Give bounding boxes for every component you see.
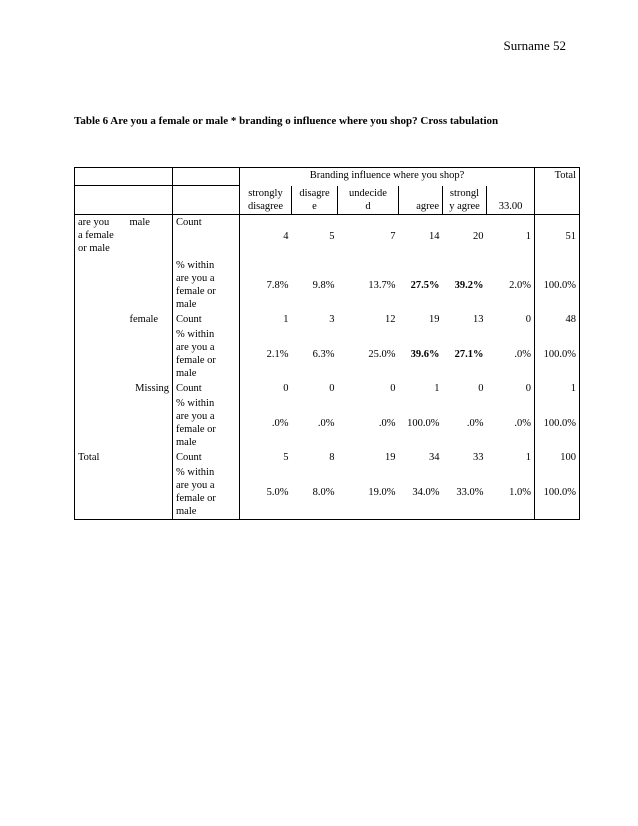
cell: 3 <box>329 314 335 325</box>
stat-label-line: are you a <box>176 411 215 422</box>
cell: .0% <box>514 417 532 429</box>
cell: 14 <box>429 230 440 242</box>
stat-label-line: male <box>176 437 197 448</box>
col-header-line: disagre <box>299 187 330 199</box>
cell: 19 <box>385 452 396 463</box>
cell: 33.0% <box>456 486 484 498</box>
cell: .0% <box>317 417 335 429</box>
cell: 13 <box>473 314 484 325</box>
col-header-33 <box>487 186 535 215</box>
cell: 27.5% <box>410 279 440 291</box>
cell-total <box>535 327 580 381</box>
group-label-missing: Missing <box>135 383 169 394</box>
stat-label-line: are you a <box>176 342 215 353</box>
total-pct-value: 100.0% <box>543 279 577 291</box>
col-header-total-blank <box>535 186 580 215</box>
cell: .0% <box>514 348 532 360</box>
total-pct-value: 100.0% <box>543 348 577 360</box>
col-header-line: d <box>365 200 371 212</box>
col-header-line: y agree <box>449 200 480 212</box>
stat-label-line: % within <box>176 329 215 340</box>
cell: 33 <box>473 452 484 463</box>
cell: 8 <box>329 452 335 463</box>
stat-label-count: Count <box>173 312 240 327</box>
row-variable-label <box>75 214 127 450</box>
col-header-strongly-disagree <box>240 186 292 215</box>
cell-total: 100 <box>535 450 580 465</box>
table-row <box>75 450 580 465</box>
corner-cell-stat-lower <box>173 186 240 215</box>
cell: 20 <box>473 230 484 242</box>
cell: 39.6% <box>410 348 440 360</box>
row-variable-line: are you <box>78 216 110 228</box>
stat-label-line: % within <box>176 398 215 409</box>
cell: .0% <box>466 417 484 429</box>
cell: 19.0% <box>368 486 396 498</box>
stat-label-line: female or <box>176 355 216 366</box>
stat-label-line: female or <box>176 424 216 435</box>
col-header-line: 33.00 <box>498 200 523 212</box>
cell: 0 <box>390 383 396 394</box>
cell: 5 <box>329 230 335 242</box>
stat-label-pct <box>173 396 240 450</box>
cell: 100.0% <box>407 417 440 429</box>
cell: 19 <box>429 314 440 325</box>
cell-total: 51 <box>535 214 580 258</box>
cell-total <box>535 258 580 312</box>
stat-label-count: Count <box>173 450 240 465</box>
cell: 7.8% <box>240 258 292 312</box>
group-header: Branding influence where you shop? <box>240 168 535 186</box>
cell: 2.0% <box>509 279 532 291</box>
stat-label-pct <box>173 465 240 520</box>
cell: 12 <box>385 314 396 325</box>
row-variable-line: a female <box>78 229 114 241</box>
running-head-surname: Surname 52 <box>503 38 566 53</box>
corner-cell <box>75 168 173 186</box>
col-header-line: disagree <box>248 200 283 212</box>
stat-label-line: are you a <box>176 480 215 491</box>
col-header-disagree <box>292 186 338 215</box>
cell: 6.3% <box>312 348 335 360</box>
cell: 4 <box>240 214 292 258</box>
cell: 5 <box>240 450 292 465</box>
col-header-strongly-agree <box>443 186 487 215</box>
stat-label-count: Count <box>173 381 240 396</box>
stat-label-line: are you a <box>176 273 215 284</box>
cell: 9.8% <box>312 279 335 291</box>
stat-label-line: female or <box>176 286 216 297</box>
header-row-2 <box>75 186 580 215</box>
cell: 1 <box>240 312 292 327</box>
stat-label-line: % within <box>176 260 215 271</box>
col-header-line: strongl <box>449 187 480 199</box>
cell-total: 100.0% <box>535 396 580 450</box>
group-label-female: female <box>129 314 159 325</box>
cell: 34 <box>429 452 440 463</box>
cell: 27.1% <box>454 348 484 360</box>
stat-label-line: % within <box>176 467 215 478</box>
cell: 1.0% <box>509 486 532 498</box>
col-header-line: e <box>312 200 317 212</box>
col-header-line: strongly <box>248 187 283 199</box>
cell: 1 <box>525 230 532 242</box>
col-header-line: agree <box>416 200 439 212</box>
cell: 0 <box>525 314 532 325</box>
cell: 34.0% <box>412 486 440 498</box>
table-caption: Table 6 Are you a female or male * branding o influence where you shop? Cross tabulation <box>74 115 499 127</box>
cell-total: 48 <box>535 312 580 327</box>
cell: 2.1% <box>240 327 292 381</box>
col-header-undecided <box>338 186 399 215</box>
total-row-label: Total <box>78 452 100 463</box>
corner-cell-stat <box>173 168 240 186</box>
cell: 1 <box>434 383 440 394</box>
stat-label-count: Count <box>173 214 240 258</box>
stat-label-line: male <box>176 299 197 310</box>
cell: 0 <box>329 383 335 394</box>
cell-total: 100.0% <box>535 465 580 520</box>
cell: 5.0% <box>240 465 292 520</box>
cell: 0 <box>240 381 292 396</box>
cell: 8.0% <box>312 486 335 498</box>
cell: 7 <box>390 230 396 242</box>
corner-cell-lower <box>75 186 173 215</box>
col-header-line: undecide <box>349 187 387 199</box>
table-row <box>75 312 580 327</box>
stat-label-line: male <box>176 506 197 517</box>
row-variable-line: or male <box>78 242 110 254</box>
table-row <box>75 214 580 258</box>
stat-label-pct <box>173 327 240 381</box>
header-row-1 <box>75 168 580 186</box>
cell: 0 <box>478 383 484 394</box>
cell-total: 1 <box>535 381 580 396</box>
table-row <box>75 381 580 396</box>
cell: .0% <box>378 417 396 429</box>
group-label-male: male <box>129 216 150 228</box>
cell: 0 <box>525 383 532 394</box>
stat-label-line: male <box>176 368 197 379</box>
cell: 13.7% <box>368 279 396 291</box>
cell: 1 <box>525 452 532 463</box>
stat-label-line: female or <box>176 493 216 504</box>
cell: .0% <box>240 396 292 450</box>
crosstab-table <box>74 167 580 520</box>
stat-label-pct <box>173 258 240 312</box>
cell: 25.0% <box>368 348 396 360</box>
cell: 39.2% <box>454 279 484 291</box>
col-header-agree <box>399 186 443 215</box>
total-header: Total <box>535 168 580 186</box>
